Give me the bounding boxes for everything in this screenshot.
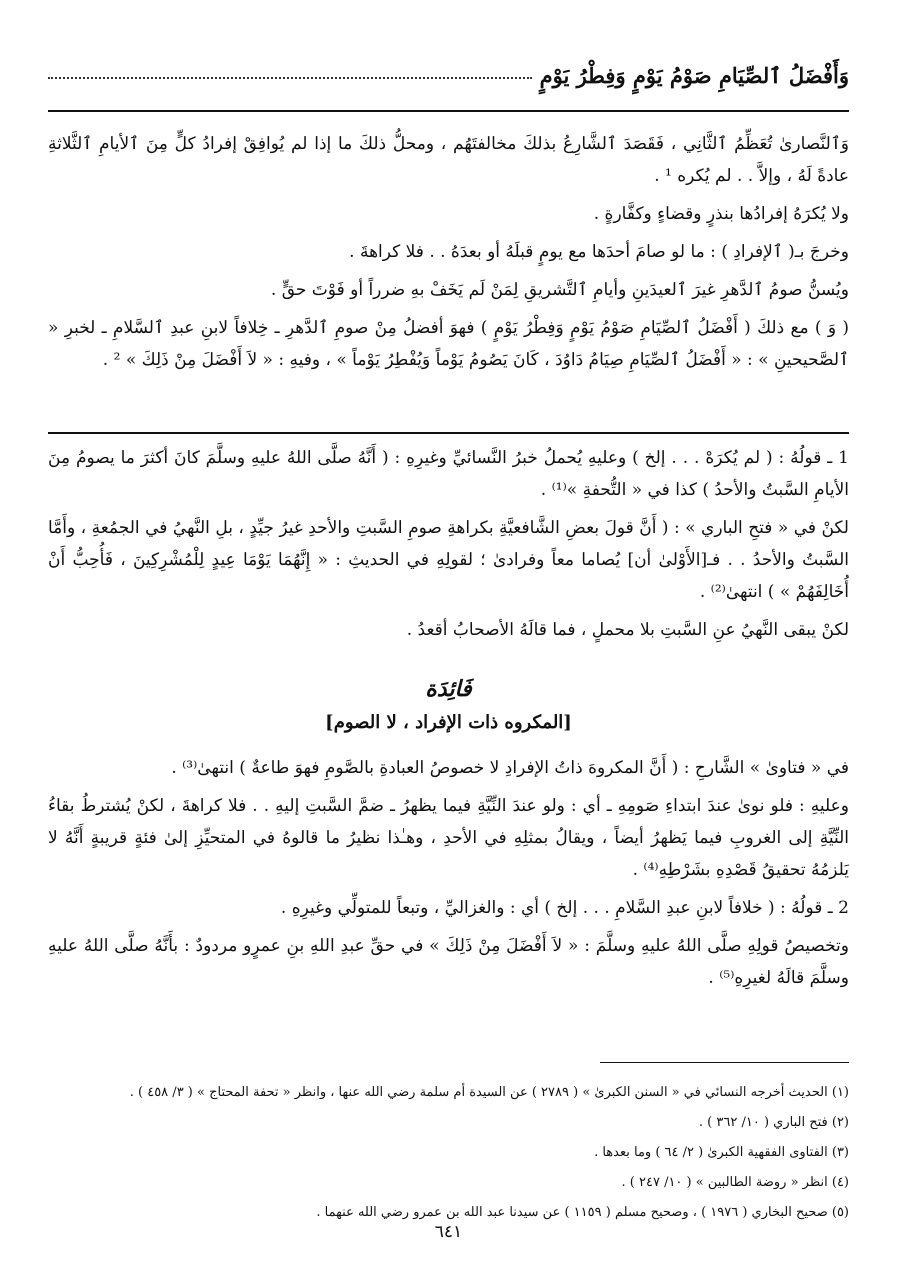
commentary-paragraph: 1 ـ قولُهُ : ( لم يُكرَهْ . . . إلخ ) وعليهِ يُحملُ خبرُ النَّسائيِّ وغيرِهِ : ( أَنَّهُ صلَّى اللهُ عليهِ وسلَّمَ كانَ أكثرَ ما يصومُ مِنَ الأيامِ السَّبتُ والأحدُ ) كذا في « التُّحفةِ »⁽¹⁾ .	[48, 448, 849, 500]
main-paragraph: ولا يُكرَهُ إفرادُها بنذرٍ وقضاءٍ وكفَّارةٍ .	[593, 204, 849, 224]
commentary-divider	[48, 432, 849, 434]
main-paragraph: وخرجَ بـ( ٱلإفرادِ ) : ما لو صامَ أحدَها مع يومٍ قبلَهُ أو بعدَهُ . . فلا كراهةَ .	[349, 242, 849, 262]
faida-heading: فَائِدَة	[425, 676, 472, 702]
footnote: (٢) فتح الباري ( ١٠/ ٣٦٢ ) .	[698, 1115, 849, 1130]
faida-subtitle: [المكروه ذات الإفراد ، لا الصوم]	[325, 712, 572, 733]
header-title: وَأَفْضَلُ ٱلصِّيَامِ صَوْمُ يَوْمٍ وَفِطْرُ يَوْمٍ	[539, 62, 849, 88]
faida-paragraph: وعليهِ : فلو نوىٰ عندَ ابتداءِ صَومِهِ ـ أي : ولو عندَ النِّيَّةِ فيما يظهرُ ـ ضمَّ السَّبتِ إليهِ . . فلا كراهةَ ، لكنْ يُشترطُ بقاءُ النِّيَّةِ إلى الغروبِ فيما يَظهرُ أيضاً ، ويقالُ بمثلِهِ في الأحدِ ، وهـٰذا نظيرُ ما قالوهُ في المتحيِّزِ إلىٰ فئةٍ قريبةٍ أَنَّهُ لا يَلزمُهُ تحقيقُ قَصْدِهِ بشَرْطِهِ⁽⁴⁾ .	[48, 796, 849, 880]
faida-paragraph: وتخصيصُ قولِهِ صلَّى اللهُ عليهِ وسلَّمَ : « لاَ أَفْضَلَ مِنْ ذَلِكَ » في حقِّ عبدِ اللهِ بنِ عمرٍو مردودٌ : بأَنَّهُ صلَّى اللهُ عليهِ وسلَّمَ قالَهُ لغيرِهِ⁽⁵⁾ .	[48, 936, 849, 988]
footnote-rule	[600, 1062, 849, 1063]
commentary-paragraph: لكنْ في « فتحِ الباري » : ( أَنَّ قولَ بعضِ الشَّافعيَّةِ بكراهةِ صومِ السَّبتِ والأحدِ غيرُ جيِّدٍ ، بلِ النَّهيُ في الجمُعةِ ، وأَمَّا السَّبتُ والأحدُ . . فـ[الأَوْلىٰ أن] يُصاما معاً وفرادىٰ ؛ لقولِهِ في الحديثِ : « إِنَّهُمَا يَوْمَا عِيدٍ لِلْمُشْرِكِينَ ، فَأُحِبُّ أَنْ أُخَالِفَهُمْ » ) انتهىٰ⁽²⁾ .	[48, 518, 849, 602]
main-paragraph: ( وَ ) مع ذلكَ ( أَفْضَلُ ٱلصِّيَامِ صَوْمُ يَوْمٍ وَفِطْرُ يَوْمٍ ) فهوَ أفضلُ مِنْ صومِ ٱلدَّهرِ ـ خِلافاً لابنِ عبدِ ٱلسَّلامِ ـ لخبرِ « ٱلصَّحيحينِ » : « أَفْضَلُ ٱلصِّيَامِ صِيَامُ دَاوُدَ ، كَانَ يَصُومُ يَوْماً وَيُفْطِرُ يَوْماً » ، وفيهِ : « لاَ أَفْضَلَ مِنْ ذَلِكَ » ² .	[48, 318, 849, 370]
faida-text	[48, 752, 849, 994]
header-rule	[48, 110, 849, 112]
faida-paragraph: في « فتاوىٰ » الشَّارحِ : ( أَنَّ المكروهَ ذاتُ الإفرادِ لا خصوصُ العبادةِ بالصَّومِ فهوَ طاعةٌ ) انتهىٰ⁽³⁾ .	[171, 758, 849, 778]
footnote: (١) الحديث أخرجه النسائي في « السنن الكبرىٰ » ( ٢٧٨٩ ) عن السيدة أم سلمة رضي الله عنها ، وانظر « تحفة المحتاج » ( ٣/ ٤٥٨ ) .	[129, 1085, 849, 1100]
faida-paragraph: 2 ـ قولُهُ : ( خلافاً لابنِ عبدِ السَّلامِ . . . إلخ ) أي : والغزاليِّ ، وتبعاً للمتولِّي وغيرِهِ .	[280, 898, 849, 918]
running-header	[48, 44, 849, 88]
footnotes	[48, 1078, 849, 1228]
commentary-text	[48, 442, 849, 646]
footnote: (٤) انظر « روضة الطالبين » ( ١٠/ ٢٤٧ ) .	[621, 1175, 849, 1190]
footnote: (٣) الفتاوى الفقهية الكبرىٰ ( ٢/ ٦٤ ) وما بعدها .	[594, 1145, 849, 1160]
main-paragraph: وَٱلنَّصارىٰ تُعَظِّمُ ٱلثَّانِي ، فَقَصَدَ ٱلشَّارِعُ بذلكَ مخالفتَهُم ، ومحلُّ ذلكَ ما إذا لم يُوافِقْ إفرادُ كلٍّ مِنَ ٱلأيامِ ٱلثَّلاثةِ عادةً لَهُ ، وإلاَّ . . لم يُكره ¹ .	[48, 134, 849, 186]
commentary-paragraph: لكنْ يبقى النَّهيُ عنِ السَّبتِ بلا محملٍ ، فما قالَهُ الأصحابُ أقعدُ .	[406, 620, 849, 640]
footnote: (٥) صحيح البخاري ( ١٩٧٦ ) ، وصحيح مسلم ( ١١٥٩ ) عن سيدنا عبد الله بن عمرو رضي الله عنهما .	[316, 1205, 849, 1220]
header-dotted-leader	[48, 77, 532, 79]
main-text	[48, 128, 849, 376]
page-number: ٦٤١	[434, 1222, 463, 1242]
main-paragraph: ويُسنُّ صومُ ٱلدَّهرِ غيرَ ٱلعيدَينِ وأيامِ ٱلتَّشريقِ لِمَنْ لَم يَخَفْ بهِ ضرراً أو فَوْتَ حقٍّ .	[270, 280, 849, 300]
